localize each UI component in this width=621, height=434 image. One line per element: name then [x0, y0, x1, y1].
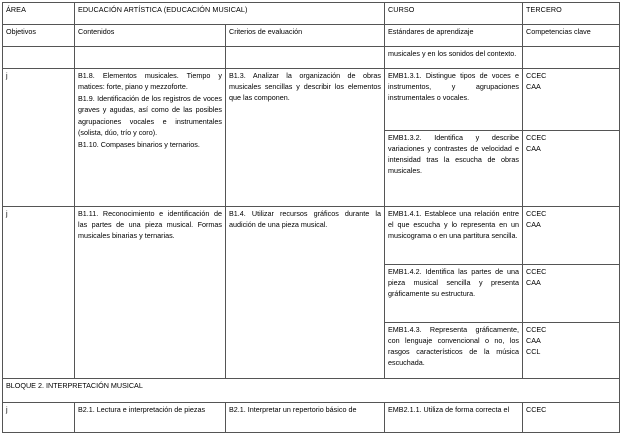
estandar-cell: EMB2.1.1. Utiliza de forma correcta el	[385, 403, 523, 433]
competencia: CAA	[526, 144, 541, 154]
estandar-cell: EMB1.3.1. Distingue tipos de voces e instrumentos, y agrupaciones instrumentales o vocales.	[385, 69, 523, 131]
competencias-cell	[523, 131, 620, 207]
competencias-cell	[523, 69, 620, 131]
table-row	[3, 47, 620, 69]
contenidos-header: Contenidos	[75, 25, 226, 47]
competencia: CAA	[526, 82, 541, 92]
competencias-cell	[523, 265, 620, 323]
criterios-header: Criterios de evaluación	[226, 25, 385, 47]
table-row	[3, 207, 620, 265]
competencia: CCEC	[526, 267, 547, 276]
competencias-cell	[523, 207, 620, 265]
contenidos-cell	[75, 69, 226, 207]
bloque-row	[3, 379, 620, 403]
competencia: CCEC	[526, 325, 547, 334]
estandar-cont: musicales y en los sonidos del contexto.	[385, 47, 523, 69]
estandar-cell: EMB1.4.2. Identifica las partes de una pieza musical sencilla y presenta gráficamente su estructura.	[385, 265, 523, 323]
criterio-cell: B1.3. Analizar la organización de obras musicales sencillas y describir los elementos que las componen.	[226, 69, 385, 207]
competencia: CCEC	[526, 209, 547, 218]
table-row	[3, 403, 620, 433]
competencia: CAA	[526, 336, 541, 346]
estandar-cell: EMB1.3.2. Identifica y describe variaciones y contrastes de velocidad e intensidad tras la escucha de obras musicales.	[385, 131, 523, 207]
curso-label: CURSO	[385, 3, 523, 25]
competencia: CAA	[526, 220, 541, 230]
bloque-title: BLOQUE 2. INTERPRETACIÓN MUSICAL	[3, 379, 620, 403]
competencia: CCEC	[526, 133, 547, 142]
criterio-cell: B2.1. Interpretar un repertorio básico de	[226, 403, 385, 433]
competencias-header: Competencias clave	[523, 25, 620, 47]
area-label: ÁREA	[3, 3, 75, 25]
area-value: EDUCACIÓN ARTÍSTICA (EDUCACIÓN MUSICAL)	[75, 3, 385, 25]
contenido-item: B1.10. Compases binarios y ternarios.	[78, 139, 200, 149]
subheader-row	[3, 25, 620, 47]
contenido-item: B1.11. Reconocimiento e identificación de las partes de una pieza musical. Formas musicales binarias y ternarias.	[78, 209, 222, 241]
header-row	[3, 3, 620, 25]
objetivo-cell: j	[3, 69, 75, 207]
estandar-cell: EMB1.4.3. Representa gráficamente, con lenguaje convencional o no, los rasgos característicos de la música escuchada.	[385, 323, 523, 379]
estandares-header: Estándares de aprendizaje	[385, 25, 523, 47]
contenidos-cell: B2.1. Lectura e interpretación de piezas	[75, 403, 226, 433]
contenidos-cell	[75, 207, 226, 379]
curriculum-table	[2, 2, 620, 433]
objetivo-cell: j	[3, 403, 75, 433]
competencia: CAA	[526, 278, 541, 288]
competencia: CCEC	[526, 71, 547, 80]
curso-value: TERCERO	[523, 3, 620, 25]
contenido-item: B1.8. Elementos musicales. Tiempo y matices: forte, piano y mezzoforte.	[78, 71, 222, 92]
contenido-item: B1.9. Identificación de los registros de voces graves y agudas, así como de las posibles agrupaciones vocales e instrumentales (solista, dúo, trío y coro).	[78, 94, 222, 137]
criterio-cell: B1.4. Utilizar recursos gráficos durante la audición de una pieza musical.	[226, 207, 385, 379]
objetivos-header: Objetivos	[3, 25, 75, 47]
objetivo-cell: j	[3, 207, 75, 379]
competencias-cell: CCEC	[523, 403, 620, 433]
competencias-cell	[523, 323, 620, 379]
table-row	[3, 69, 620, 131]
competencia: CCL	[526, 347, 541, 357]
estandar-cell: EMB1.4.1. Establece una relación entre el que escucha y lo representa en un musicograma o en una partitura sencilla.	[385, 207, 523, 265]
